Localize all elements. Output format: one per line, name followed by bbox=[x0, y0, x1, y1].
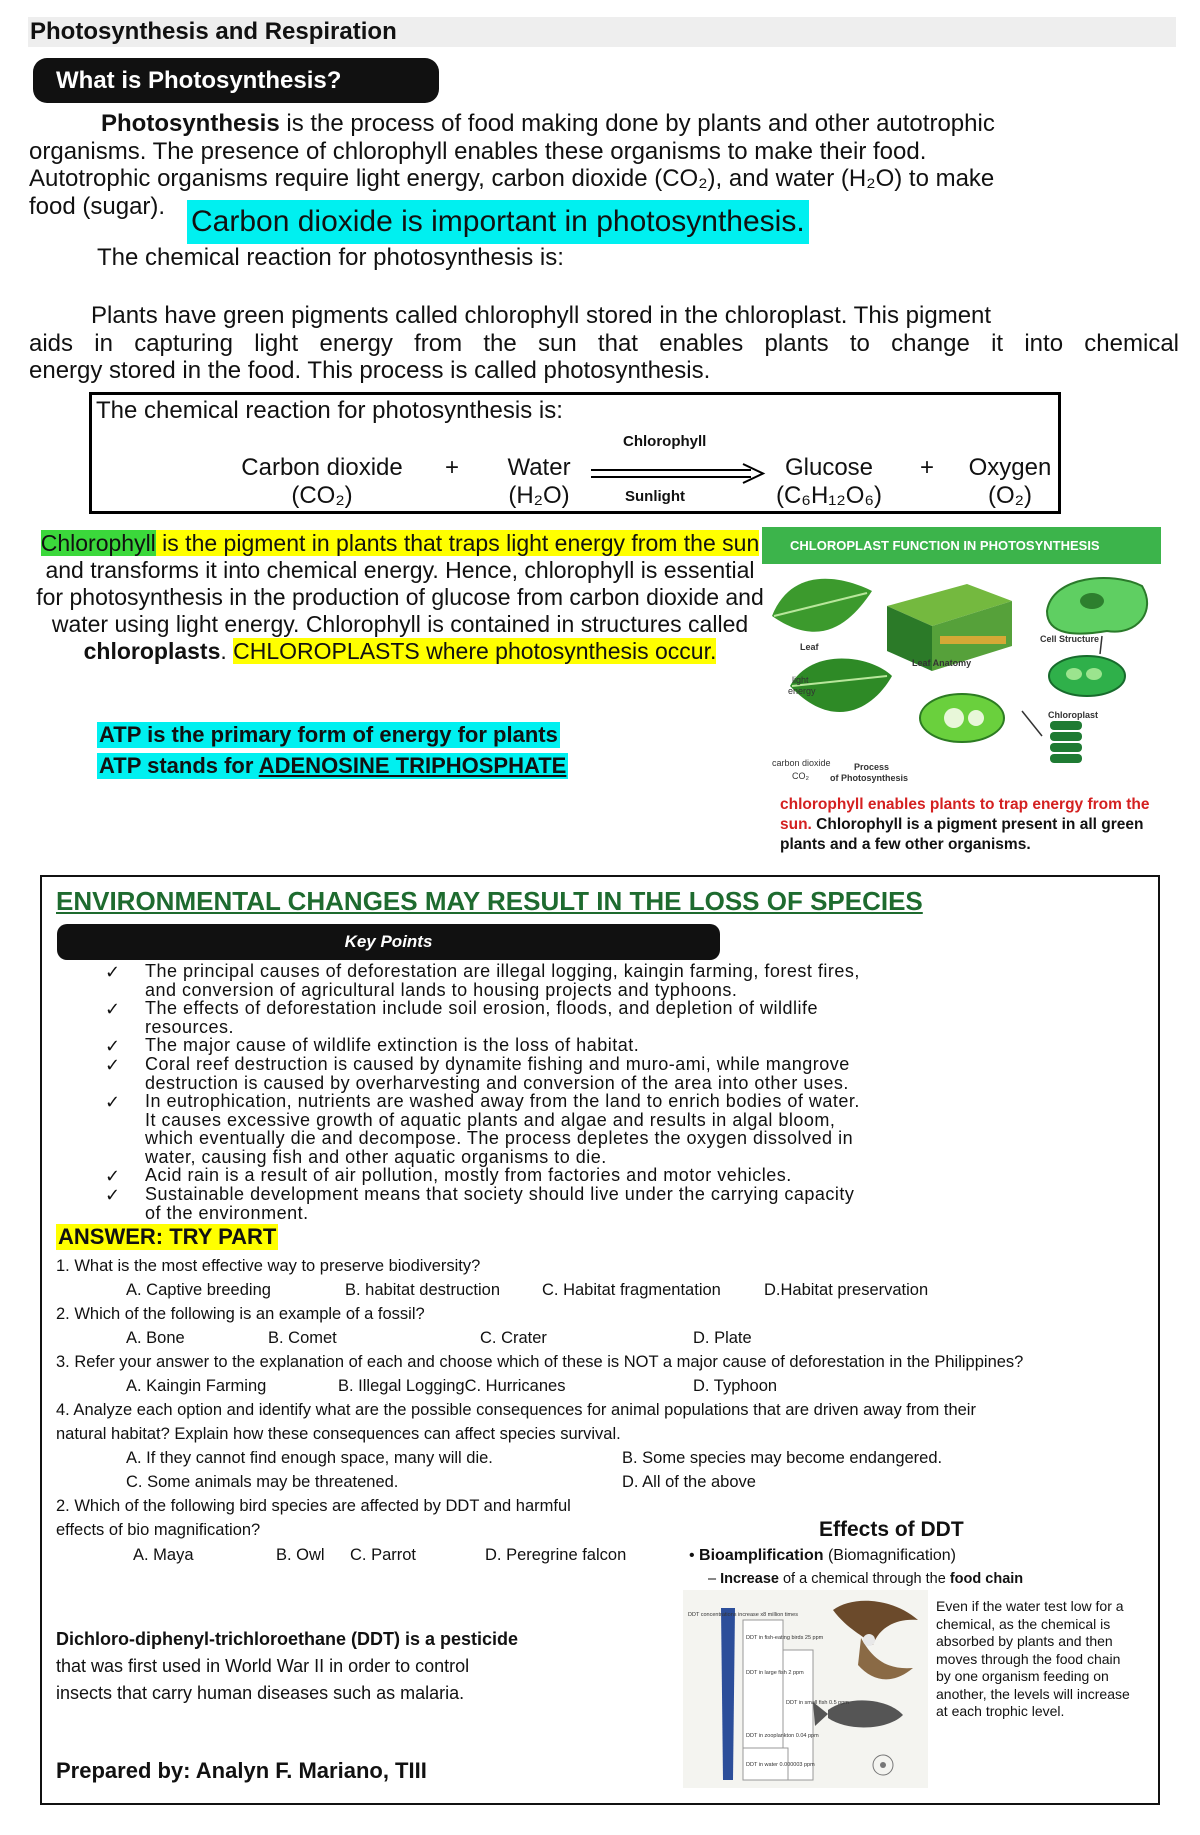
key-point-1-l1: The principal causes of deforestation are illegal logging, kaingin farming, forest fires, bbox=[145, 961, 860, 981]
co2-highlight-note: Carbon dioxide is important in photosynthesis. bbox=[187, 200, 809, 244]
atp-full-name: ADENOSINE TRIPHOSPHATE bbox=[258, 753, 567, 778]
q2-option-d: D. Plate bbox=[693, 1329, 752, 1347]
question-5-line-1: 2. Which of the following bird species are affected by DDT and harmful bbox=[56, 1497, 571, 1515]
q2-option-c: C. Crater bbox=[480, 1329, 547, 1347]
reaction-equation-box bbox=[89, 392, 1061, 514]
product-glucose-formula: (C₆H₁₂O₆) bbox=[775, 482, 883, 509]
key-point-5-l4: water, causing fish and other aquatic organisms to die. bbox=[145, 1146, 607, 1167]
label-chloroplast: Chloroplast bbox=[1048, 710, 1099, 720]
chloroplasts-bold: chloroplasts bbox=[83, 638, 221, 664]
label-process: Process bbox=[854, 762, 890, 772]
q1-option-c: C. Habitat fragmentation bbox=[542, 1281, 721, 1299]
ddt-panel-title: Effects of DDT bbox=[819, 1518, 964, 1541]
prepared-by: Prepared by: Analyn F. Mariano, TIII bbox=[56, 1758, 427, 1783]
plus-sign-2: + bbox=[919, 454, 934, 481]
q4-option-d: D. All of the above bbox=[622, 1473, 756, 1491]
q4-option-c: C. Some animals may be threatened. bbox=[126, 1473, 399, 1491]
check-icon: ✓ bbox=[105, 962, 121, 982]
question-5-line-2: effects of bio magnification? bbox=[56, 1521, 261, 1539]
above-arrow-label: Chlorophyll bbox=[623, 433, 707, 450]
plants-para-line-3: energy stored in the food. This process is called photosynthesis. bbox=[29, 357, 711, 384]
chloroplasts-note: CHLOROPLASTS where photosynthesis occur. bbox=[233, 638, 717, 664]
ddt-bullet bbox=[689, 1547, 956, 1565]
chlorophyll-paragraph bbox=[36, 530, 764, 665]
below-arrow-label: Sunlight bbox=[625, 488, 685, 505]
key-point-4-l1: Coral reef destruction is caused by dynamite fishing and muro-ami, while mangrove bbox=[145, 1054, 850, 1074]
q3-option-d: D. Typhoon bbox=[693, 1377, 778, 1395]
q2-option-b: B. Comet bbox=[268, 1329, 337, 1347]
chlorophyll-seg-2: and transforms it into chemical energy. Hence, chlorophyll is essential for photosynthesis in the production of glucose from carbon dioxide and water using light energy. Chlorophyll is contained in structures called bbox=[36, 557, 764, 637]
intro-lead-rest: is the process of food making done by plants and other autotrophic bbox=[279, 110, 995, 137]
key-point-5-l1: In eutrophication, nutrients are washed away from the land to enrich bodies of water. bbox=[145, 1091, 860, 1111]
key-point-1-l2: and conversion of agricultural lands to housing projects and typhoons. bbox=[145, 979, 738, 1000]
q3-option-b-c: B. Illegal LoggingC. Hurricanes bbox=[338, 1377, 566, 1395]
document-title: Photosynthesis and Respiration bbox=[28, 17, 1176, 47]
atp-prefix: ATP stands for bbox=[99, 753, 259, 778]
q1-option-b: B. habitat destruction bbox=[345, 1281, 501, 1299]
question-3: 3. Refer your answer to the explanation of each and choose which of these is NOT a major cause of deforestation in the Philippines? bbox=[56, 1353, 1024, 1371]
pyramid-label-3: DDT in large fish 2 ppm bbox=[746, 1670, 804, 1676]
env-title: ENVIRONMENTAL CHANGES MAY RESULT IN THE LOSS OF SPECIES bbox=[56, 886, 923, 916]
intro-line-4: food (sugar). bbox=[29, 193, 166, 220]
product-oxygen: Oxygen bbox=[968, 454, 1052, 481]
ddt-para-line-2: that was first used in World War II in order to control bbox=[56, 1656, 470, 1676]
key-point-2-l1: The effects of deforestation include soil erosion, floods, and depletion of wildlife bbox=[145, 998, 819, 1018]
check-icon: ✓ bbox=[105, 1166, 121, 1186]
label-cell-structure: Cell Structure bbox=[1040, 634, 1100, 644]
label-carbon-dioxide: carbon dioxide bbox=[772, 758, 831, 768]
reaction-box-heading: The chemical reaction for photosynthesis is: bbox=[96, 397, 563, 424]
ddt-side-text: Even if the water test low for a chemical, as the chemical is absorbed by plants and then moves through the food chain by one organism feeding on another, the levels will increase at each trophic level. bbox=[936, 1598, 1130, 1719]
reactant-carbon-dioxide: Carbon dioxide bbox=[241, 454, 403, 481]
pyramid-label-1: DDT concentrations increase x8 million times bbox=[688, 1612, 798, 1618]
pyramid-label-5: DDT in zooplankton 0.04 ppm bbox=[746, 1733, 819, 1739]
intro-line-3: Autotrophic organisms require light energy, carbon dioxide (CO₂), and water (H₂O) to make bbox=[29, 165, 995, 192]
ddt-bullet-rest: (Biomagnification) bbox=[823, 1547, 956, 1564]
check-icon: ✓ bbox=[105, 999, 121, 1019]
pyramid-label-2: DDT in fish-eating birds 25 ppm bbox=[746, 1635, 824, 1641]
key-point-2-l2: resources. bbox=[145, 1016, 235, 1037]
q4-option-a: A. If they cannot find enough space, many will die. bbox=[126, 1449, 493, 1467]
ddt-sub-dash: – bbox=[708, 1571, 721, 1587]
key-point-7-l1: Sustainable development means that society should live under the carrying capacity bbox=[145, 1184, 855, 1204]
key-point-2 bbox=[145, 999, 1135, 1036]
period: . bbox=[220, 638, 234, 664]
answer-try-part-label: ANSWER: TRY PART bbox=[58, 1224, 277, 1249]
q5-option-b: B. Owl bbox=[276, 1546, 325, 1564]
label-co2: CO₂ bbox=[792, 771, 809, 781]
q4-option-b: B. Some species may become endangered. bbox=[622, 1449, 943, 1467]
pyramid-label-6: DDT in water 0.000003 ppm bbox=[746, 1762, 815, 1768]
ddt-sub-mid: of a chemical through the bbox=[778, 1571, 950, 1587]
reaction-intro-text: The chemical reaction for photosynthesis is: bbox=[97, 244, 564, 271]
label-of-photosynthesis: of Photosynthesis bbox=[830, 773, 909, 783]
label-energy: energy bbox=[788, 686, 816, 696]
label-leaf-anatomy: Leaf Anatomy bbox=[912, 658, 972, 668]
chlorophyll-caption bbox=[780, 795, 1180, 855]
chloroplast-banner: CHLOROPLAST FUNCTION IN PHOTOSYNTHESIS bbox=[762, 527, 1161, 564]
reactant-co2-formula: (CO₂) bbox=[291, 482, 353, 509]
intro-line-1 bbox=[29, 110, 1179, 138]
q2-option-a: A. Bone bbox=[126, 1329, 185, 1347]
caption-red: chlorophyll enables plants to trap energy from the sun. bbox=[780, 796, 1150, 833]
label-light: light bbox=[792, 675, 809, 685]
question-2: 2. Which of the following is an example of a fossil? bbox=[56, 1305, 425, 1323]
q3-option-a: A. Kaingin Farming bbox=[126, 1377, 267, 1395]
check-icon: ✓ bbox=[105, 1185, 121, 1205]
key-point-7 bbox=[145, 1185, 1135, 1222]
q5-option-a: A. Maya bbox=[133, 1546, 194, 1564]
plants-para-line-2: aids in capturing light energy from the sun that enables plants to change it into chemical bbox=[29, 330, 1179, 357]
pyramid-label-4: DDT in small fish 0.5 ppm bbox=[786, 1700, 849, 1706]
plants-para-text-1: Plants have green pigments called chlorophyll stored in the chloroplast. This pigment bbox=[91, 302, 992, 329]
q5-option-d: D. Peregrine falcon bbox=[485, 1546, 627, 1564]
key-point-4 bbox=[145, 1055, 1135, 1092]
key-point-5-l2: It causes excessive growth of aquatic plants and algae and results in algal bloom, bbox=[145, 1109, 836, 1130]
intro-line-2: organisms. The presence of chlorophyll enables these organisms to make their food. bbox=[29, 138, 927, 165]
ddt-subpoint bbox=[708, 1571, 1023, 1587]
key-points-pill: Key Points bbox=[57, 924, 720, 960]
question-4-line-2: natural habitat? Explain how these consequences can affect species survival. bbox=[56, 1425, 621, 1443]
sun-word: sun bbox=[722, 530, 760, 556]
key-point-7-l2: of the environment. bbox=[145, 1202, 309, 1223]
ddt-biomagnification-illustration bbox=[683, 1590, 928, 1788]
double-arrow-icon bbox=[589, 463, 767, 485]
key-point-3: The major cause of wildlife extinction is the loss of habitat. bbox=[145, 1035, 640, 1055]
key-point-6: Acid rain is a result of air pollution, mostly from factories and motor vehicles. bbox=[145, 1165, 792, 1185]
reactant-h2o-formula: (H₂O) bbox=[508, 482, 570, 509]
chlorophyll-seg-1: is the pigment in plants that traps light energy from the bbox=[155, 530, 723, 556]
chloroplast-function-diagram bbox=[762, 566, 1162, 788]
product-o2-formula: (O₂) bbox=[988, 482, 1032, 509]
ddt-para-bold: Dichloro-diphenyl-trichloroethane (DDT) is a pesticide bbox=[56, 1629, 519, 1649]
question-1: 1. What is the most effective way to preserve biodiversity? bbox=[56, 1257, 481, 1275]
q1-option-a: A. Captive breeding bbox=[126, 1281, 271, 1299]
reactant-water: Water bbox=[507, 454, 571, 481]
check-icon: ✓ bbox=[105, 1055, 121, 1075]
chlorophyll-word: Chlorophyll bbox=[40, 530, 156, 556]
key-point-4-l2: destruction is caused by overharvesting and conversion of the area into other uses. bbox=[145, 1072, 849, 1093]
ddt-bullet-bold: Bioamplification bbox=[699, 1547, 824, 1564]
check-icon: ✓ bbox=[105, 1036, 121, 1056]
plants-para-line-1 bbox=[29, 302, 1179, 330]
question-4-line-1: 4. Analyze each option and identify what are the possible consequences for animal populations that are driven away from their bbox=[56, 1401, 976, 1419]
caption-black: Chlorophyll is a pigment present in all green plants and a few other organisms. bbox=[780, 816, 1144, 853]
section-pill-photosynthesis: What is Photosynthesis? bbox=[33, 58, 439, 103]
label-leaf: Leaf bbox=[800, 642, 819, 652]
ddt-paragraph bbox=[56, 1626, 616, 1707]
key-point-1 bbox=[145, 962, 1135, 999]
bullet-dot-icon: • bbox=[689, 1547, 700, 1564]
check-icon: ✓ bbox=[105, 1092, 121, 1112]
q5-option-c: C. Parrot bbox=[350, 1546, 417, 1564]
q1-option-d: D.Habitat preservation bbox=[764, 1281, 929, 1299]
key-point-5 bbox=[145, 1092, 1135, 1166]
plus-sign-1: + bbox=[444, 454, 459, 481]
ddt-sub-bold-1: Increase bbox=[720, 1571, 779, 1587]
atp-line-2 bbox=[97, 753, 568, 779]
product-glucose: Glucose bbox=[784, 454, 874, 481]
atp-line-1: ATP is the primary form of energy for plants bbox=[99, 722, 558, 747]
intro-lead-bold: Photosynthesis bbox=[101, 110, 280, 137]
ddt-para-line-3: insects that carry human diseases such as malaria. bbox=[56, 1683, 465, 1703]
ddt-sub-bold-2: food chain bbox=[949, 1571, 1024, 1587]
key-point-5-l3: which eventually die and decompose. The process depletes the oxygen dissolved in bbox=[145, 1128, 854, 1148]
